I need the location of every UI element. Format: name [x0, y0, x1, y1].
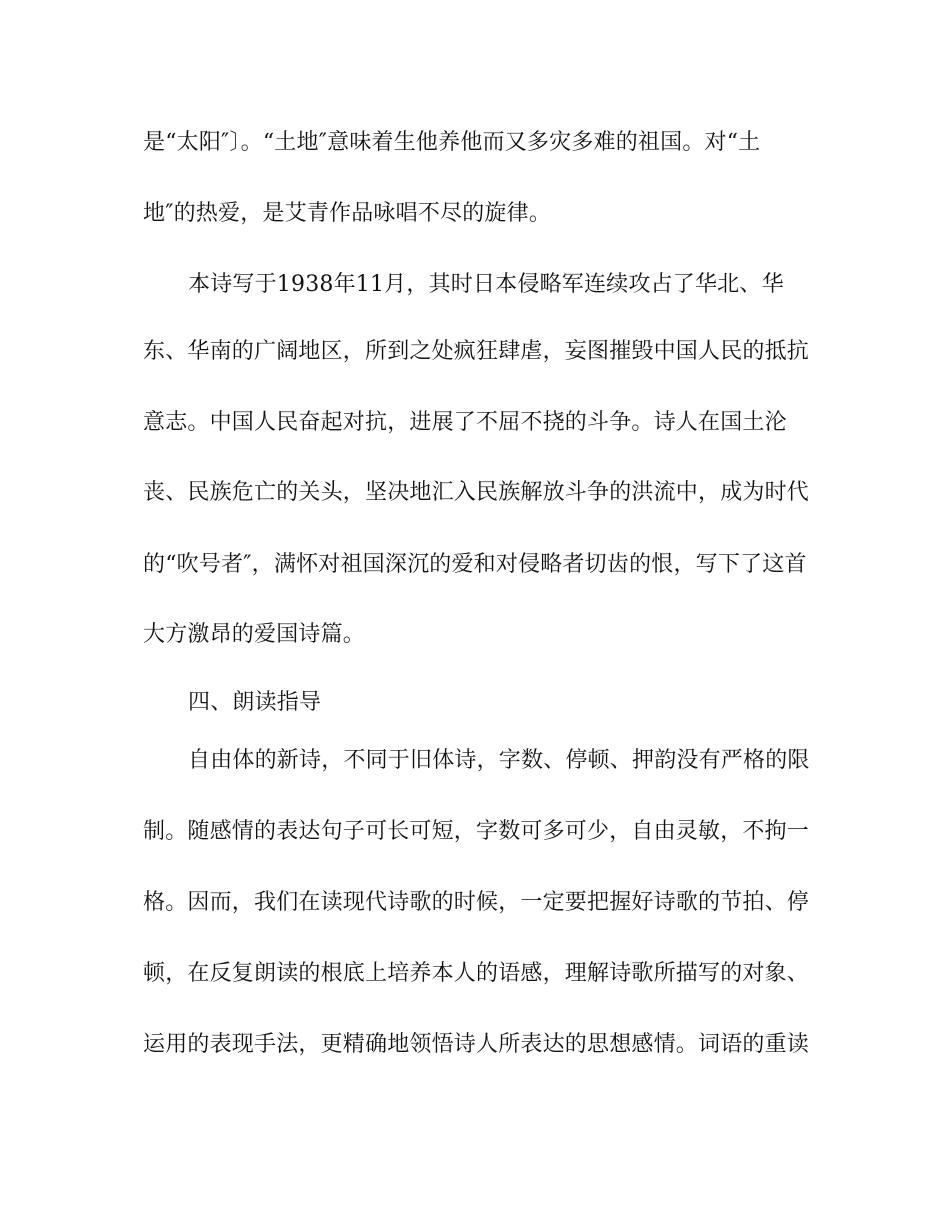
text-line: 的“吹号者″，满怀对祖国深沉的爱和对侵略者切齿的恨，写下了这首 [143, 552, 807, 577]
section-heading: 四、朗读指导 [188, 690, 322, 715]
text-line: 制。随感情的表达句子可长可短，字数可多可少，自由灵敏，不拘一 [143, 819, 810, 844]
paragraph-start-line: 本诗写于1938年11月，其时日本侵略军连续攻占了华北、华 [188, 272, 784, 297]
text-line: 大方激昂的爱国诗篇。 [143, 622, 366, 647]
text-line: 意志。中国人民奋起对抗，进展了不屈不挠的斗争。诗人在国土沦 [143, 410, 787, 435]
text-line: 顿，在反复朗读的根底上培养本人的语感，理解诗歌所描写的对象、 [143, 961, 810, 986]
text-line: 格。因而，我们在读现代诗歌的时候，一定要把握好诗歌的节拍、停 [143, 890, 810, 915]
text-line: 地″的热爱，是艾青作品咏唱不尽的旋律。 [143, 201, 552, 226]
paragraph-start-line: 自由体的新诗，不同于旧体诗，字数、停顿、押韵没有严格的限 [188, 748, 810, 773]
text-line: 是“太阳″〕。“土地″意味着生他养他而又多灾多难的祖国。对“土 [143, 130, 761, 155]
text-line: 丧、民族危亡的关头，坚决地汇入民族解放斗争的洪流中，成为时代 [143, 480, 810, 505]
text-line: 东、华南的广阔地区，所到之处疯狂肆虐，妄图摧毁中国人民的抵抗 [143, 339, 810, 364]
text-line: 运用的表现手法，更精确地领悟诗人所表达的思想感情。词语的重读 [143, 1032, 810, 1057]
